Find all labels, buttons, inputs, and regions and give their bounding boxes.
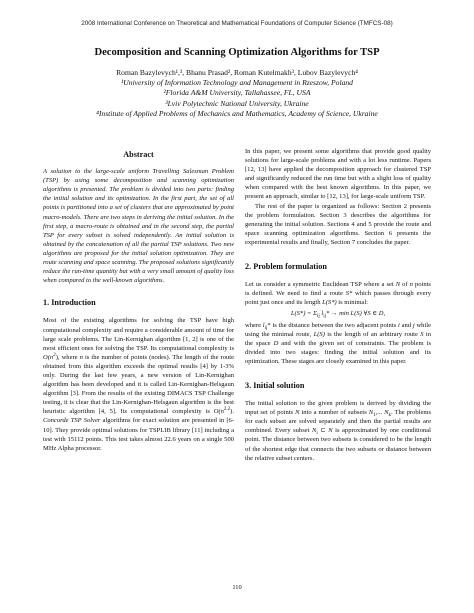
- objective-equation: $L(S*) = \Sigma_{ij}$ $l_{ij}* \to \min L(S)$ ∀S ∈ D,: [290, 310, 386, 320]
- paper-title: Decomposition and Scanning Optimization Algorithms for TSP: [94, 47, 380, 58]
- author-block: [20, 68, 454, 119]
- affiliation-2: ²Florida A&M University, Tallahassee, FL, USA: [163, 88, 311, 98]
- initial-solution-paragraph: The initial solution to the given problem is derived by dividing the input set of points N into a number of subsets $N_1$,... $N_k$. The problems for each subset are solved separately and then the partial results are combined. Every subset $N_i$ ⊂ N is approximated by one conditional point. The distance between two subsets is considered to be the length of the shortest edge that connects the two subsets or distance between the relative subset centers.: [245, 400, 431, 462]
- introduction-heading: 1. Introduction: [43, 298, 96, 308]
- page-number: 110: [232, 584, 242, 591]
- problem-paragraph-1: Let us consider a symmetric Euclidean TSP where a set N of n points is defined. We need to find a route S* which passes through every point just once and its length L(S*) is minimal:: [245, 281, 431, 307]
- affiliation-1: ¹University of Information Technology and Management in Rzeszow, Poland: [121, 78, 353, 88]
- affiliation-4: ⁴Institute of Applied Problems of Mechanics and Mathematics, Academy of Science, Ukraine: [96, 108, 378, 118]
- organization-paragraph: The rest of the paper is organized as follows: Section 2 presents the problem formulation. Section 3 describes the algorithms for generating the initial solution. Sections 4 and 5 provide the route and space scanning optimization algorithms. Section 6 presents the experimental results and finally, Section 7 concludes the paper.: [245, 202, 431, 246]
- right-column: [245, 147, 431, 463]
- initial-solution-heading: 3. Initial solution: [245, 380, 305, 390]
- affiliation-3: ³Lviv Polytechnic National University, Ukraine: [165, 98, 309, 108]
- author-list: Roman Bazylevych¹,³, Bhanu Prasad², Roman Kutelmakh³, Lubov Bazylevych⁴: [116, 68, 358, 77]
- introduction-paragraph: Most of the existing algorithms for solving the TSP have high computational complexity and require a considerable amount of time for large scale problems. The Lin-Kernighan algorithm [1, 2] is one of the most efficient ones for solving the TSP. Its computational complexity is $O(n^2)$, where n is the number of points (nodes). The length of the route obtained from this algorithm exceeds the optimal results [4] by 1-3% only. During the last few years, a new version of Lin-Kernighan algorithm has been developed and it is called Lin-Kernighan-Helsgaun algorithm [3]. From the results of the existing DIMACS TSP Challenge testing, it is clear that the Lin-Kernighan-Helsgaun algorithm is the best heuristic algorithm [4, 5]. Its computational complexity is $O(n^{2.2})$. Concorde TSP Solver algorithms for exact solution are presented in [6-10]. They provide optimal solutions for TSPLIB library [11] including a test with 15112 points. This test takes almost 22.6 years on a single 500 MHz Alpha processor.: [43, 317, 234, 452]
- abstract-heading: Abstract: [123, 150, 154, 159]
- intro-continued-paragraph: In this paper, we present some algorithms that provide good quality solutions for large-scale problems and with a lot less runtime. Papers [12, 13] have applied the decomposition approach for clustered TSP and significantly reduced the run time but with a slight loss of quality when compared with the best known algorithms. In this paper, we present an approach, similar to [12, 13], for large-scale uniform TSP.: [245, 148, 431, 201]
- abstract-text: A solution to the large-scale uniform Travelling Salesman Problem (TSP) by using some decomposition and scanning optimization algorithms is presented. The problem is divided into two parts: finding the initial solution and its optimization. In the first part, the set of all points is partitioned into a set of clusters that are approximated by point macro-models. There are two steps in deriving the initial solution. In the first step, a macro-route is obtained and in the second step, the partial TSP for every subset is solved independently. An initial solution is obtained by the concatenation of all the partial TSP solutions. Two new algorithms are proposed for the initial solution optimization. They are route scanning and space scanning. The proposed solutions significantly reduce the run-time quantity but with a very small amount of quality loss when compared to the well-known algorithms.: [43, 168, 234, 285]
- problem-paragraph-2: where $l_{ij}*$ is the distance between the two adjacent points i and j while using the minimal route, L(S) is the length of an arbitrary route S in the space D and with the given set of constraints. The problem is divided into two stages: finding the initial solution and its optimization. These stages are closely examined in this paper.: [245, 321, 432, 365]
- running-header: 2008 International Conference on Theoretical and Mathematical Foundations of Computer Science (TMFCS-08): [81, 20, 393, 27]
- left-column: [43, 150, 234, 453]
- problem-formulation-heading: 2. Problem formulation: [245, 262, 327, 272]
